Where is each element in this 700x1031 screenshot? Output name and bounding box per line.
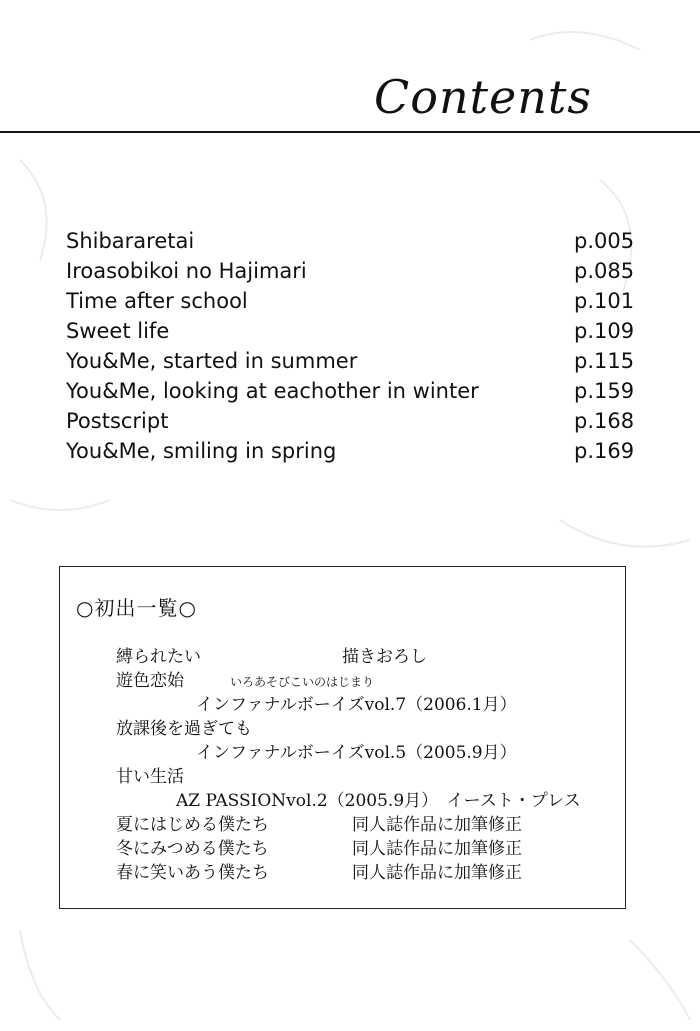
credit-line [116, 741, 616, 765]
publication-note: インファナルボーイズvol.7（2006.1月） [196, 695, 517, 715]
story-title: 夏にはじめる僕たち [116, 815, 269, 835]
toc-page-number: p.101 [574, 289, 635, 313]
credit-line [116, 837, 616, 861]
credit-line [116, 813, 616, 837]
toc-title: You&Me, started in summer [66, 349, 358, 373]
publication-note: 描きおろし [342, 647, 427, 667]
title-divider [0, 131, 700, 133]
story-title: 放課後を過ぎても [116, 719, 252, 739]
page-title: Contents [374, 70, 592, 124]
credit-line [116, 789, 616, 813]
story-title: 縛られたい [116, 647, 201, 667]
story-title: 春に笑いあう僕たち [116, 863, 269, 883]
publication-note: 同人誌作品に加筆修正 [352, 839, 522, 859]
toc-title: Iroasobikoi no Hajimari [66, 259, 307, 283]
toc-row [66, 406, 636, 436]
story-title: 冬にみつめる僕たち [116, 839, 269, 859]
credit-line [116, 669, 616, 693]
toc-title: Shibararetai [66, 229, 195, 253]
publication-note: 同人誌作品に加筆修正 [352, 863, 522, 883]
toc-page-number: p.109 [574, 319, 635, 343]
story-title: 甘い生活 [116, 767, 184, 787]
first-publication-box [59, 566, 626, 909]
toc-title: You&Me, smiling in spring [66, 439, 337, 463]
toc-row [66, 256, 636, 286]
toc-row [66, 376, 636, 406]
credit-line [116, 765, 616, 789]
credit-line [116, 861, 616, 885]
toc-title: Postscript [66, 409, 169, 433]
toc-row [66, 316, 636, 346]
credit-line [116, 645, 616, 669]
publication-note: 同人誌作品に加筆修正 [352, 815, 522, 835]
toc-row [66, 436, 636, 466]
toc-page-number: p.159 [574, 379, 635, 403]
toc-row [66, 286, 636, 316]
toc-title: You&Me, looking at eachother in winter [66, 379, 479, 403]
title-reading: いろあそびこいのはじまり [230, 675, 375, 689]
toc-title: Time after school [66, 289, 248, 313]
table-of-contents [66, 226, 636, 466]
publication-credits [116, 645, 616, 885]
toc-page-number: p.115 [574, 349, 635, 373]
toc-row [66, 346, 636, 376]
publication-note: AZ PASSIONvol.2（2005.9月） イースト・プレス [176, 791, 581, 811]
toc-page-number: p.085 [574, 259, 635, 283]
credit-line [116, 693, 616, 717]
publication-note: インファナルボーイズvol.5（2005.9月） [196, 743, 517, 763]
toc-page-number: p.169 [574, 439, 635, 463]
toc-page-number: p.168 [574, 409, 635, 433]
credit-line [116, 717, 616, 741]
toc-page-number: p.005 [574, 229, 635, 253]
box-heading: ○初出一覧○ [76, 596, 197, 620]
toc-title: Sweet life [66, 319, 170, 343]
toc-row [66, 226, 636, 256]
story-title: 遊色恋始 [116, 671, 184, 691]
